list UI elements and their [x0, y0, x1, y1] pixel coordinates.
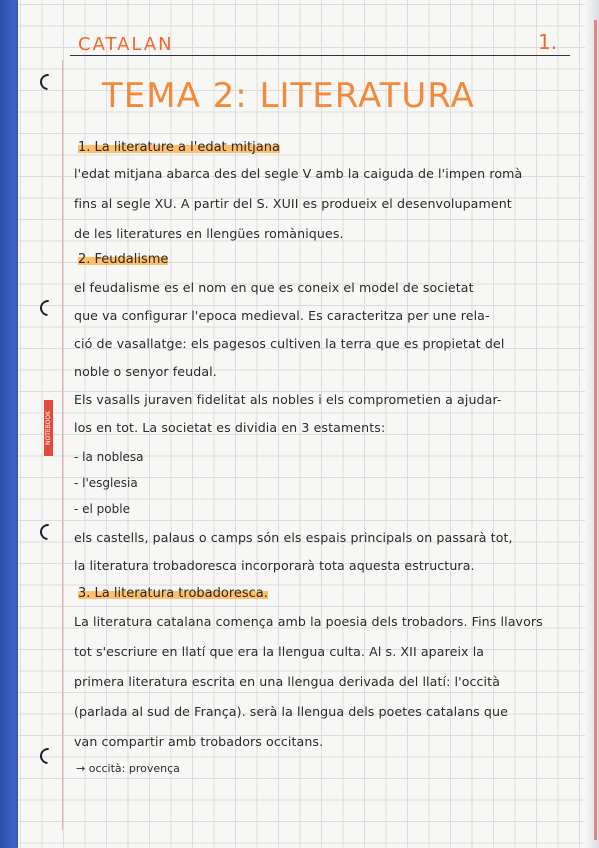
text-line: de les literatures en llengües romàniques. — [74, 226, 344, 241]
section-heading-2: 2. Feudalisme — [78, 252, 169, 267]
margin-line — [62, 60, 63, 830]
side-note: → occità: provença — [76, 762, 180, 775]
page-number: 1. — [538, 30, 558, 54]
text-line: ció de vasallatge: els pagesos cultiven la terra que es propietat del — [74, 336, 505, 351]
text-line: van compartir amb trobadors occitans. — [74, 734, 324, 749]
text-line: que va configurar l'epoca medieval. Es caracteritza per une rela- — [74, 308, 490, 323]
text-line: la literatura trobadoresca incorporarà tota aquesta estructura. — [74, 558, 475, 573]
section-heading-1: 1. La literature a l'edat mitjana — [78, 140, 280, 155]
header-rule — [70, 55, 570, 56]
text-line: los en tot. La societat es dividia en 3 estaments: — [74, 420, 386, 435]
text-line: (parlada al sud de França). serà la llengua dels poetes catalans que — [74, 704, 508, 719]
text-line: el feudalisme es el nom en que es coneix el model de societat — [74, 280, 474, 295]
text-line: l'edat mitjana abarca des del segle V amb la caiguda de l'impen romà — [74, 166, 523, 181]
list-item: - el poble — [74, 502, 130, 516]
subject-label: CATALAN — [78, 34, 174, 55]
text-line: tot s'escriure en llatí que era la llengua culta. Al s. XII apareix la — [74, 644, 485, 659]
section-heading-3: 3. La literatura trobadoresca. — [78, 586, 268, 601]
text-line: La literatura catalana comença amb la poesia dels trobadors. Fins llavors — [74, 614, 543, 629]
text-line: els castells, palaus o camps són els espais principals on passarà tot, — [74, 530, 513, 545]
list-item: - l'esglesia — [74, 476, 138, 490]
notebook-brand-tag: NOTEBOOK — [44, 400, 53, 456]
text-line: noble o senyor feudal. — [74, 364, 217, 379]
list-item: - la noblesa — [74, 450, 144, 464]
text-line: primera literatura escrita en una llengua derivada del llatí: l'occità — [74, 674, 501, 689]
page-edge-stripe — [594, 20, 597, 840]
text-line: fins al segle XU. A partir del S. XUII es produeix el desenvolupament — [74, 196, 512, 211]
page-title: TEMA 2: LITERATURA — [102, 76, 475, 116]
text-line: Els vasalls juraven fidelitat als nobles i els comprometien a ajudar- — [74, 392, 502, 407]
